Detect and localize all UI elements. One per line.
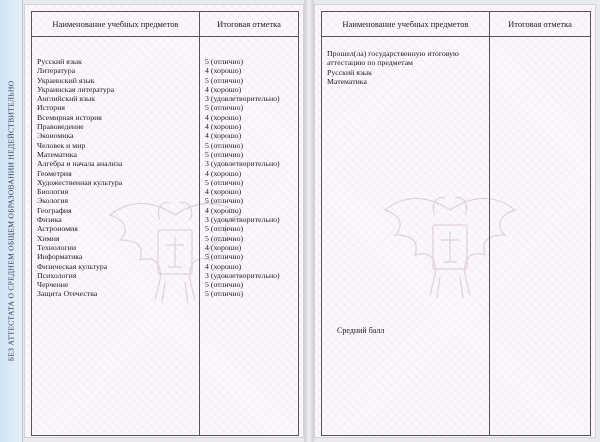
- subject-name: Правоведение: [37, 122, 84, 132]
- right-page: [314, 4, 596, 438]
- subject-grade: 4 (хорошо): [205, 242, 242, 252]
- subject-grade: 4 (хорошо): [205, 122, 242, 132]
- subject-name: Биология: [37, 187, 69, 197]
- grade-column-header: Итоговая отметка: [200, 12, 299, 37]
- subject-name: Информатика: [37, 252, 83, 262]
- grades-table: [31, 11, 299, 436]
- subject-name: Психология: [37, 270, 77, 280]
- subject-grade: 5 (отлично): [205, 75, 244, 85]
- grade-list: [200, 37, 298, 299]
- subject-grade: 5 (отлично): [205, 252, 244, 262]
- subject-column-header: Наименование учебных предметов: [32, 12, 200, 37]
- subject-grade: 4 (хорошо): [205, 84, 242, 94]
- subject-name: Технологии: [37, 242, 77, 252]
- exam-table: [321, 11, 591, 436]
- exam-subject-list: [322, 37, 489, 86]
- subject-name: Экология: [37, 196, 69, 206]
- subject-name: География: [37, 205, 72, 215]
- subject-name: Астрономия: [37, 224, 78, 234]
- subject-grade: 3 (удовлетворительно): [205, 215, 280, 225]
- subject-grade: 4 (хорошо): [205, 168, 242, 178]
- subject-name: Математика: [37, 149, 77, 159]
- subject-name: Всемирная история: [37, 112, 102, 122]
- subject-grade: 4 (хорошо): [205, 187, 242, 197]
- left-page: [24, 4, 304, 438]
- exam-subject: Русский язык: [327, 67, 372, 77]
- subject-grade: 5 (отлично): [205, 289, 244, 299]
- exam-intro-line: аттестацию по предметам: [327, 58, 413, 68]
- subject-grade: 5 (отлично): [205, 280, 244, 290]
- subject-name: Экономика: [37, 131, 74, 141]
- subject-grade: 5 (отлично): [205, 140, 244, 150]
- subject-name: Алгебра и начала анализа: [37, 159, 123, 169]
- exam-subject: Математика: [327, 76, 367, 86]
- subject-column-header: Наименование учебных предметов: [322, 12, 490, 37]
- subject-grade: 3 (удовлетворительно): [205, 270, 280, 280]
- subject-grade: 5 (отлично): [205, 233, 244, 243]
- subject-grade: 5 (отлично): [205, 196, 244, 206]
- subject-grade: 5 (отлично): [205, 224, 244, 234]
- grade-column-header: Итоговая отметка: [490, 12, 591, 37]
- subject-name: Химия: [37, 233, 60, 243]
- subject-name: Геометрия: [37, 168, 72, 178]
- subject-grade: 4 (хорошо): [205, 261, 242, 271]
- subject-name: Человек и мир: [37, 140, 86, 150]
- spine-warning-text: БЕЗ АТТЕСТАТА О СРЕДНЕМ ОБЩЕМ ОБРАЗОВАНИИ НЕДЕЙСТВИТЕЛЬНО: [6, 80, 16, 362]
- subject-name: Английский язык: [37, 94, 96, 104]
- subject-grade: 3 (удовлетворительно): [205, 94, 280, 104]
- subject-name: Украинская литература: [37, 84, 115, 94]
- subject-name: Защита Отечества: [37, 289, 98, 299]
- subject-grade: 4 (хорошо): [205, 112, 242, 122]
- subject-name: Физическая культура: [37, 261, 108, 271]
- subject-grade: 5 (отлично): [205, 177, 244, 187]
- average-score-label: Средний балл: [337, 326, 385, 335]
- exam-intro-line: Прошел(ла) государственную итоговую: [327, 49, 459, 58]
- subject-name: Художественная культура: [37, 177, 123, 187]
- subject-grade: 4 (хорошо): [205, 131, 242, 141]
- subject-name: Литература: [37, 66, 76, 76]
- subject-name: Русский язык: [37, 57, 82, 66]
- subject-name: Физика: [37, 215, 62, 225]
- subject-grade: 5 (отлично): [205, 57, 244, 66]
- subject-name: История: [37, 103, 65, 113]
- subject-grade: 4 (хорошо): [205, 205, 242, 215]
- document-spine: [0, 0, 23, 442]
- subject-name: Черчение: [37, 280, 69, 290]
- subject-name: Украинский язык: [37, 75, 95, 85]
- subject-grade: 5 (отлично): [205, 149, 244, 159]
- subject-list: [32, 37, 199, 299]
- subject-grade: 5 (отлично): [205, 103, 244, 113]
- subject-grade: 3 (удовлетворительно): [205, 159, 280, 169]
- subject-grade: 4 (хорошо): [205, 66, 242, 76]
- book-gutter: [304, 0, 314, 442]
